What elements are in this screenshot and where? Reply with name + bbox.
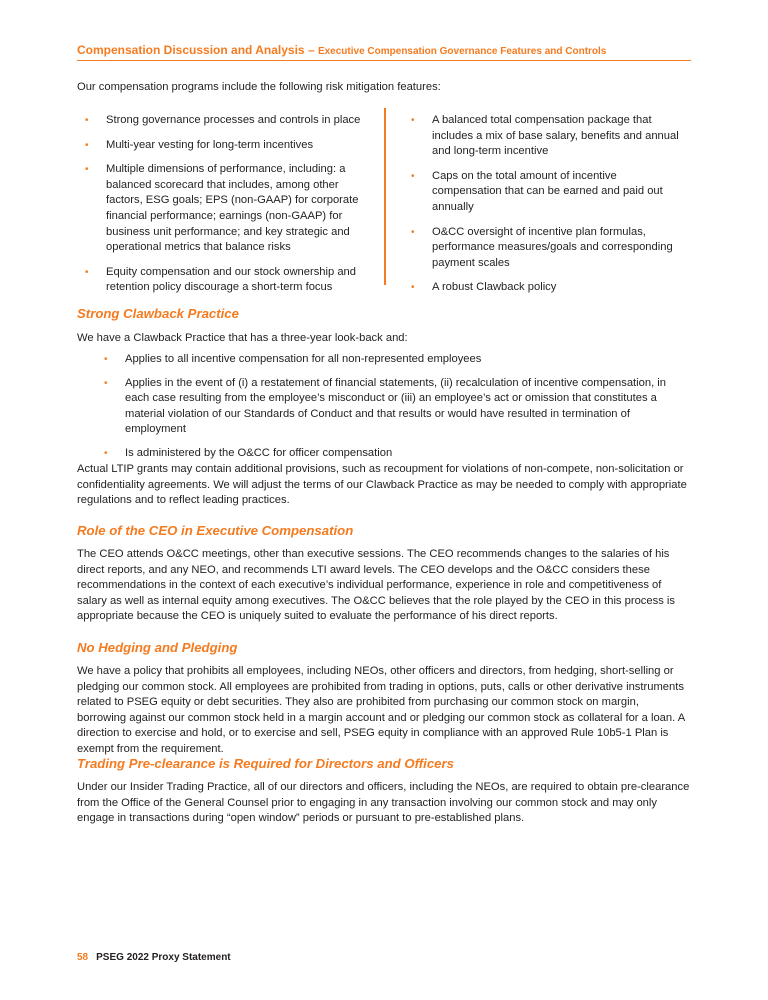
list-item: • Multiple dimensions of performance, including: a balanced scorecard that includes, among other factors, ESG goals; EPS (non-GAAP) for corporate financial performance; earnings (non-GAAP) for business unit performance; and key strategic and operational metrics that balance risks xyxy=(77,162,373,256)
list-item: • Equity compensation and our stock ownership and retention policy discourage a short-term focus xyxy=(77,265,373,296)
risk-features-right xyxy=(403,113,683,305)
header-subsection: Executive Compensation Governance Features and Controls xyxy=(317,46,607,57)
hedging-heading: No Hedging and Pledging xyxy=(77,640,238,655)
clawback-heading: Strong Clawback Practice xyxy=(77,306,239,321)
document-title: PSEG 2022 Proxy Statement xyxy=(96,952,231,963)
list-item: • A robust Clawback policy xyxy=(403,280,683,296)
hedging-body: We have a policy that prohibits all employees, including NEOs, other officers and directors, from hedging, short-selling or pledging our common stock. All employees are prohibited from trading in options, puts, calls or other derivative instruments related to PSEG equity or debt securities. They also are prohibited from purchasing our common stock on margin, borrowing against our common stock held in a margin account and or pledging our common stock as collateral for a loan. A direction to exercise and hold, or to exercise and sell, PSEG equity in compliance with an approved Rule 10b5-1 Plan is exempt from the requirement. xyxy=(77,665,685,755)
clawback-list xyxy=(96,352,692,470)
running-header xyxy=(77,42,691,61)
clawback-closing: Actual LTIP grants may contain additional provisions, such as recoupment for violations of non-compete, non-solicitation or confidentiality agreements. We will adjust the terms of our Clawback Practice as may be needed to comply with appropriate regulations and to reflect leading practices. xyxy=(77,463,687,507)
header-section: Compensation Discussion and Analysis xyxy=(77,43,305,57)
list-item: • Applies in the event of (i) a restatement of financial statements, (ii) recalculation of incentive compensation, in each case resulting from the employee’s misconduct or (iii) an employee’s act or omission that constitutes a material violation of our Standards of Conduct and that results or would have resulted in termination of employment xyxy=(96,376,692,438)
clawback-intro: We have a Clawback Practice that has a three-year look-back and: xyxy=(77,332,408,344)
list-item: • Applies to all incentive compensation for all non-represented employees xyxy=(96,352,692,368)
header-separator: – xyxy=(304,43,318,57)
list-item: • O&CC oversight of incentive plan formulas, performance measures/goals and corresponding payment scales xyxy=(403,225,683,272)
list-item: • Strong governance processes and controls in place xyxy=(77,113,373,129)
list-item: • Caps on the total amount of incentive compensation that can be earned and paid out annually xyxy=(403,169,683,216)
list-item: • Is administered by the O&CC for officer compensation xyxy=(96,446,692,462)
risk-intro: Our compensation programs include the following risk mitigation features: xyxy=(77,81,441,93)
page-footer xyxy=(77,952,231,964)
list-item: • Multi-year vesting for long-term incentives xyxy=(77,138,373,154)
column-divider xyxy=(384,108,386,285)
preclearance-body: Under our Insider Trading Practice, all of our directors and officers, including the NEOs, are required to obtain pre-clearance from the Office of the General Counsel prior to engaging in any transaction involving our common stock and may only engage in transactions during “open window” periods or pursuant to pre-established plans. xyxy=(77,781,690,825)
page-number: 58 xyxy=(77,952,89,963)
ceo-role-heading: Role of the CEO in Executive Compensation xyxy=(77,523,354,538)
preclearance-heading: Trading Pre-clearance is Required for Directors and Officers xyxy=(77,756,454,771)
ceo-role-body: The CEO attends O&CC meetings, other than executive sessions. The CEO recommends changes to the salaries of his direct reports, and any NEO, and recommends LTI award levels. The CEO develops and the O&CC considers these recommendations in the context of each executive’s individual performance, experience in role and competitiveness of salary as well as internal equity among executives. The O&CC believes that the role played by the CEO in this process is appropriate because the CEO is uniquely suited to evaluate the performance of his direct reports. xyxy=(77,548,675,623)
risk-features-left xyxy=(77,113,373,305)
list-item: • A balanced total compensation package that includes a mix of base salary, benefits and annual and long-term incentive xyxy=(403,113,683,160)
